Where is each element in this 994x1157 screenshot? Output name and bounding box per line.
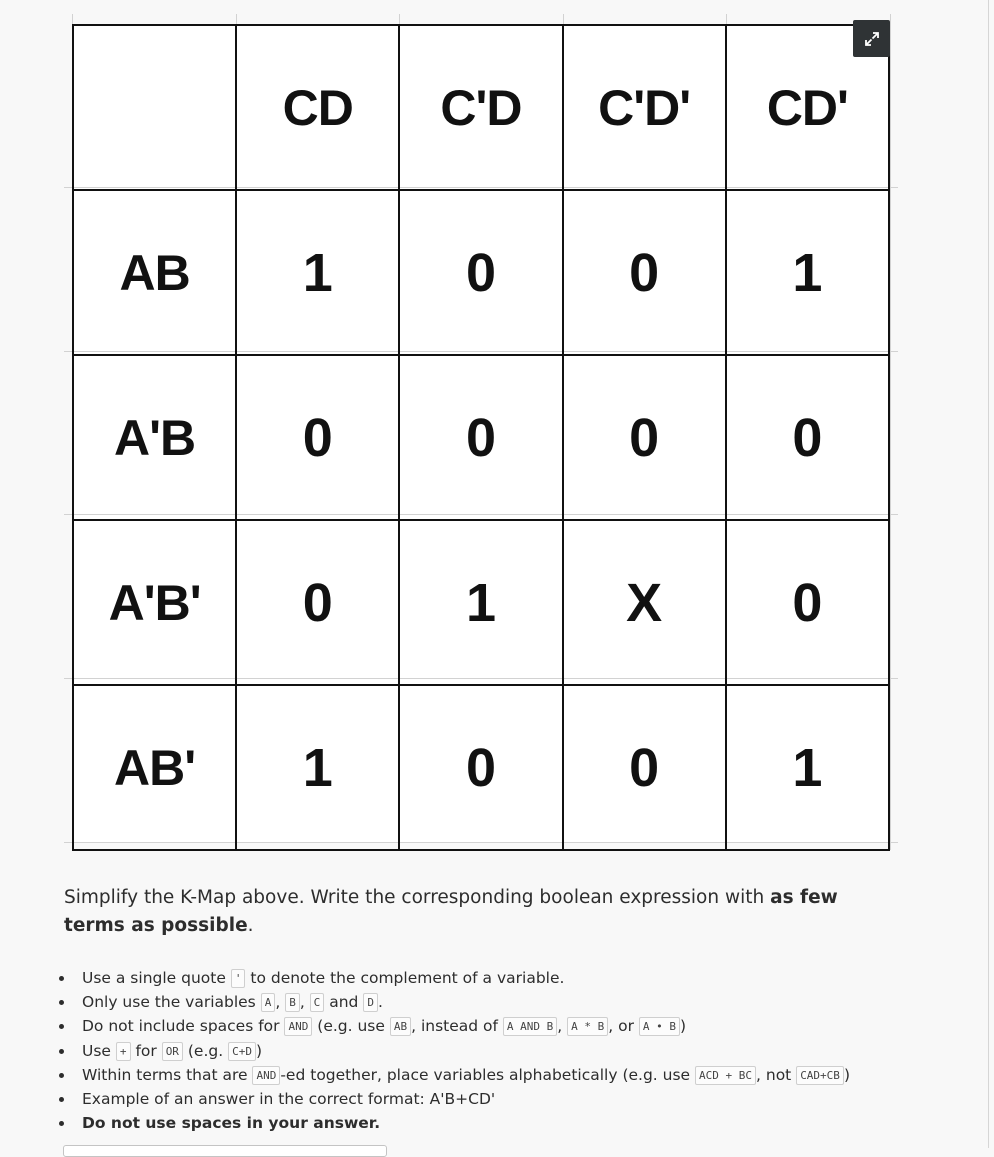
- kmap-cell: X: [563, 520, 726, 685]
- rule-text: Do not include spaces for: [82, 1017, 285, 1036]
- code-snippet: CAD+CB: [796, 1066, 844, 1085]
- answer-input[interactable]: [63, 1145, 387, 1157]
- rule-text: (e.g.: [182, 1041, 229, 1060]
- code-snippet: AB: [390, 1017, 411, 1036]
- rule-text: Only use the variables: [82, 993, 261, 1012]
- grid-line: [890, 14, 891, 850]
- row-header: A'B': [73, 520, 236, 685]
- rule-text: , instead of: [411, 1017, 503, 1036]
- code-snippet: ': [231, 969, 246, 988]
- kmap-cell: 0: [399, 190, 562, 355]
- kmap-figure: [64, 14, 898, 850]
- code-snippet: +: [116, 1042, 131, 1061]
- rule-text: , or: [608, 1017, 639, 1036]
- col-header-cd: CD: [236, 25, 399, 190]
- kmap-cell: 0: [399, 355, 562, 520]
- list-item: [58, 1014, 850, 1038]
- kmap-table: [72, 24, 890, 851]
- rule-text: to denote the complement of a variable.: [245, 969, 565, 987]
- code-snippet: D: [363, 993, 378, 1012]
- rule-text: ,: [557, 1017, 568, 1036]
- rule-text: -ed together, place variables alphabetically (e.g. use: [280, 1065, 696, 1084]
- rule-text: Within terms that are: [82, 1065, 253, 1084]
- kmap-header-row: [73, 25, 889, 190]
- rule-text: ): [255, 1041, 263, 1060]
- code-snippet: B: [285, 993, 300, 1012]
- expand-image-button[interactable]: [853, 20, 890, 57]
- rule-text: ): [843, 1065, 850, 1084]
- list-item: [58, 1063, 850, 1087]
- kmap-cell: 1: [236, 685, 399, 850]
- row-header: AB: [73, 190, 236, 355]
- prompt-end: .: [247, 915, 254, 936]
- kmap-cell: 1: [726, 190, 889, 355]
- prompt-text: Simplify the K-Map above. Write the corresponding boolean expression with: [64, 887, 771, 908]
- kmap-row-a'b': [73, 520, 889, 685]
- list-item: [58, 1111, 850, 1135]
- instruction-list: [58, 966, 850, 1135]
- code-snippet: A: [261, 993, 276, 1012]
- kmap-cell: 1: [726, 685, 889, 850]
- col-header-c'd: C'D: [399, 25, 562, 190]
- code-snippet: C+D: [228, 1042, 256, 1061]
- kmap-cell: 1: [399, 520, 562, 685]
- row-header: AB': [73, 685, 236, 850]
- code-snippet: A AND B: [503, 1017, 557, 1036]
- row-header: A'B: [73, 355, 236, 520]
- rule-text: ,: [299, 993, 310, 1012]
- kmap-row-ab: [73, 190, 889, 355]
- kmap-cell: 0: [563, 355, 726, 520]
- list-item: [58, 990, 850, 1014]
- code-snippet: OR: [162, 1042, 183, 1061]
- kmap-cell: 0: [726, 355, 889, 520]
- rule-text: ,: [275, 993, 286, 1012]
- code-snippet: ACD + BC: [695, 1066, 756, 1085]
- list-item: [58, 1039, 850, 1063]
- rule-text: , not: [756, 1065, 797, 1084]
- code-snippet: A • B: [639, 1017, 680, 1036]
- code-snippet: A * B: [567, 1017, 608, 1036]
- col-header-cd': CD': [726, 25, 889, 190]
- page-right-border: [988, 0, 989, 1148]
- kmap-row-a'b: [73, 355, 889, 520]
- question-prompt: [64, 884, 894, 940]
- code-snippet: AND: [284, 1017, 312, 1036]
- rule-emphasis: Do not use spaces in your answer.: [82, 1114, 381, 1133]
- kmap-cell: 0: [563, 190, 726, 355]
- prompt-emphasis: as few terms as possible: [64, 887, 838, 936]
- rule-text: Use a single quote: [82, 969, 231, 987]
- rule-text: for: [130, 1041, 162, 1060]
- rule-text: ): [680, 1017, 687, 1036]
- kmap-row-ab': [73, 685, 889, 850]
- code-snippet: C: [310, 993, 325, 1012]
- kmap-cell: 0: [399, 685, 562, 850]
- rule-text: .: [377, 993, 383, 1012]
- rule-text: Use: [82, 1041, 116, 1060]
- rule-text: and: [324, 993, 364, 1012]
- kmap-cell: 1: [236, 190, 399, 355]
- kmap-corner-cell: [73, 25, 236, 190]
- list-item: [58, 966, 850, 990]
- expand-icon: [864, 31, 880, 47]
- list-item: [58, 1087, 850, 1111]
- kmap-cell: 0: [726, 520, 889, 685]
- col-header-c'd': C'D': [563, 25, 726, 190]
- kmap-cell: 0: [236, 520, 399, 685]
- rule-text: (e.g. use: [312, 1017, 390, 1036]
- kmap-cell: 0: [563, 685, 726, 850]
- rule-text: Example of an answer in the correct format: A'B+CD': [82, 1089, 496, 1108]
- kmap-cell: 0: [236, 355, 399, 520]
- code-snippet: AND: [252, 1066, 280, 1085]
